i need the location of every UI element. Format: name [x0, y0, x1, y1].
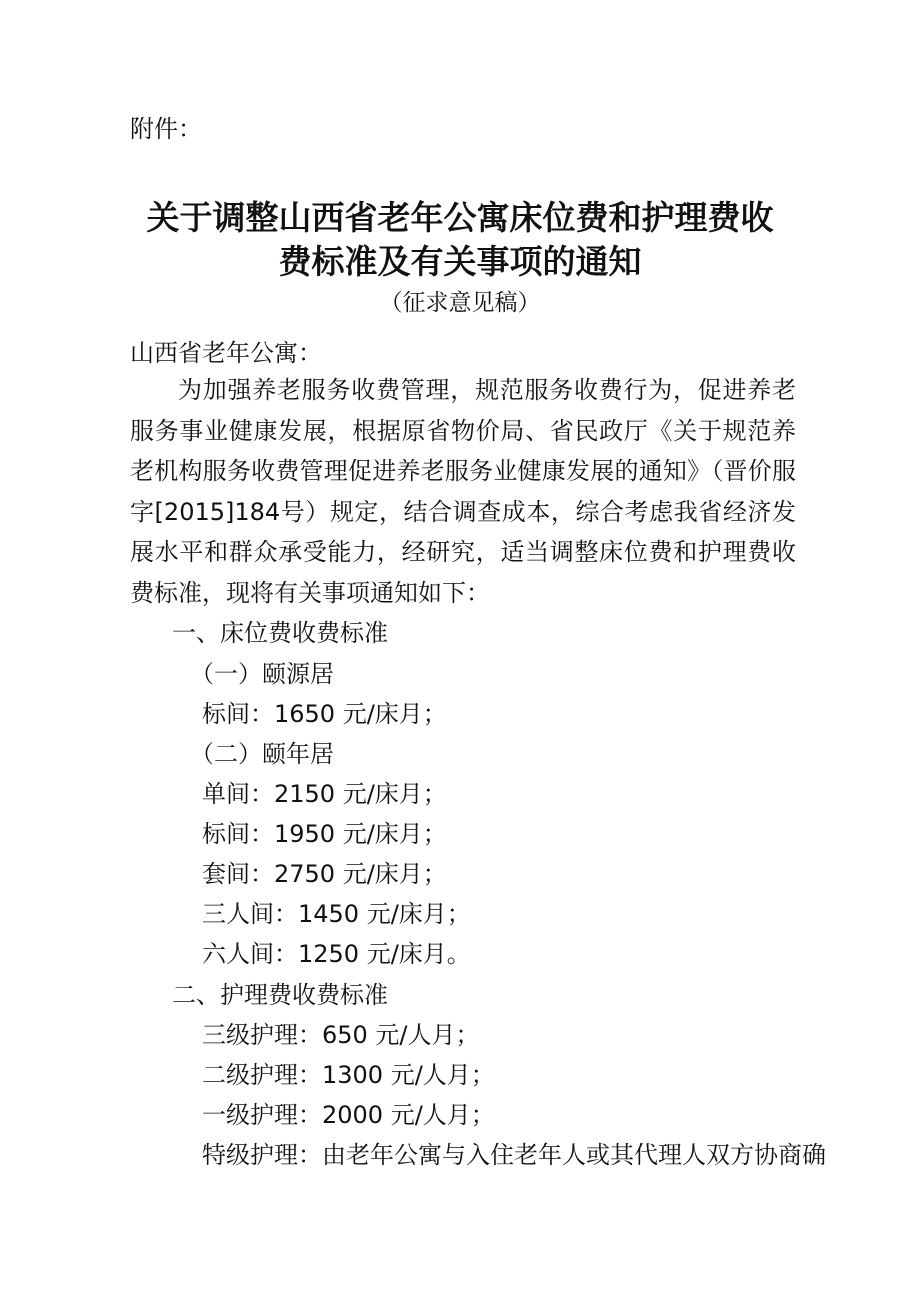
nursing-fee-item: 二级护理：1300 元/人月； — [202, 1061, 495, 1089]
attachment-label: 附件： — [130, 115, 202, 143]
nursing-fee-item: 三级护理：650 元/人月； — [202, 1021, 480, 1049]
fee-item: 单间：2150 元/床月； — [202, 780, 447, 808]
nursing-fee-item: 特级护理：由老年公寓与入住老年人或其代理人双方协商确 — [202, 1141, 826, 1169]
fee-item: 标间：1950 元/床月； — [202, 820, 447, 848]
subsection-1-heading: （一）颐源居 — [190, 660, 334, 688]
document-subtitle: （征求意见稿） — [379, 290, 541, 316]
section-2-heading: 二、护理费收费标准 — [172, 981, 388, 1009]
intro-paragraph: 为加强养老服务收费管理，规范服务收费行为，促进养老服务事业健康发展，根据原省物价局、省民政厅《关于规范养老机构服务收费管理促进养老服务业健康发展的通知》（晋价服字[2015]184号）规定，结合调查成本，综合考虑我省经济发展水平和群众承受能力，经研究，适当调整床位费和护理费收费标准，现将有关事项通知如下： — [130, 376, 796, 607]
fee-item: 三人间：1450 元/床月； — [202, 900, 471, 928]
document-title-line-2: 费标准及有关事项的通知 — [278, 242, 642, 281]
document-title-line-1: 关于调整山西省老年公寓床位费和护理费收 — [146, 198, 774, 237]
fee-item: 六人间：1250 元/床月。 — [202, 940, 471, 968]
fee-item: 标间：1650 元/床月； — [202, 700, 447, 728]
subsection-2-heading: （二）颐年居 — [190, 740, 334, 768]
nursing-fee-item: 一级护理：2000 元/人月； — [202, 1101, 495, 1129]
fee-item: 套间：2750 元/床月； — [202, 860, 447, 888]
addressee: 山西省老年公寓： — [130, 339, 322, 367]
section-1-heading: 一、床位费收费标准 — [172, 619, 388, 647]
